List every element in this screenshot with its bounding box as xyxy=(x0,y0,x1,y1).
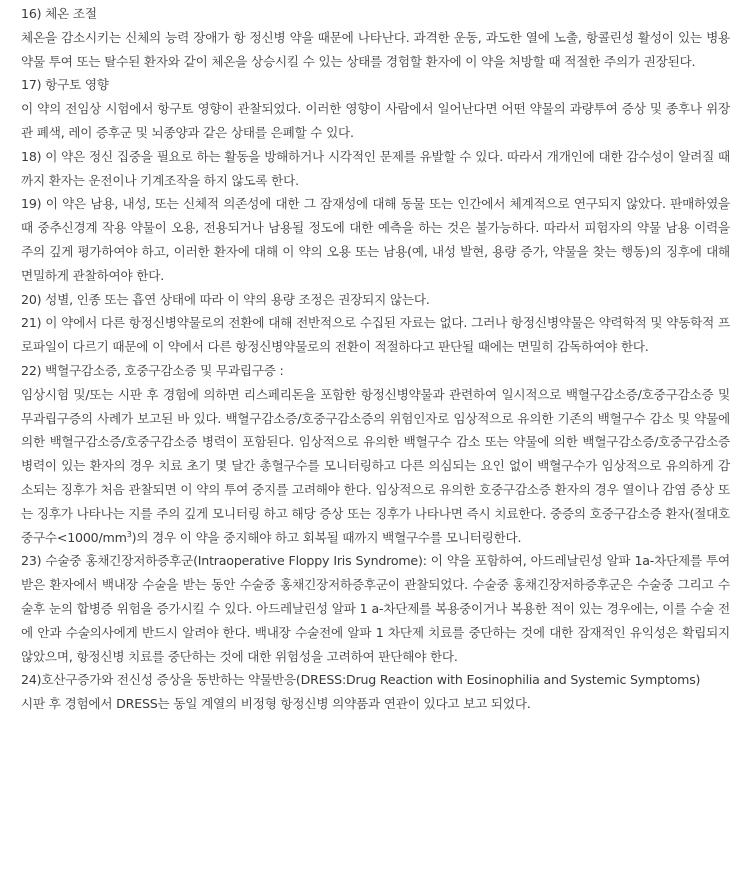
section-16-title: 16) 체온 조절 xyxy=(21,6,97,21)
section-19-body: 19) 이 약은 남용, 내성, 또는 신체적 의존성에 대한 그 잠재성에 대해 동물 또는 인간에서 체계적으로 연구되지 않았다. 판매하였을 때 중추신경계 작용 약물이 오용, 전용되거나 남용될 정도에 대한 예측을 하는 것은 불가능하다. 따라서 피험자의 약물 남용 이력을 주의 깊게 평가하여야 하고, 이러한 환자에 대해 이 약의 오용 또는 남용(예, 내성 발현, 용량 증가, 약물을 찾는 행동)의 징후에 대해 면밀하게 관찰하여야 한다. xyxy=(21,196,730,283)
section-22-body-superscript: 3 xyxy=(126,529,132,539)
section-22-body-end: )의 경우 이 약을 중지해야 하고 회복될 때까지 백혈구수를 모니터링한다. xyxy=(131,529,522,545)
section-16-body: 체온을 감소시키는 신체의 능력 장애가 항 정신병 약을 때문에 나타난다. 과격한 운동, 과도한 열에 노출, 항콜린성 활성이 있는 병용 약물 투여 또는 탈수된 환자와 같이 체온을 상승시킬 수 있는 상태를 경험할 환자에 이 약을 처방할 때 적절한 주의가 권장된다. xyxy=(21,29,730,69)
section-24-body: 시판 후 경험에서 DRESS는 동일 계열의 비정형 항정신병 의약품과 연관이 있다고 보고 되었다. xyxy=(21,696,531,712)
section-23-body: 23) 수술중 홍채긴장저하증후군(Intraoperative Floppy Iris Syndrome): 이 약을 포함하여, 아드레날린성 알파 1a-차단제를 투여받은 환자에서 백내장 수술을 받는 동안 수술중 홍채긴장저하증후군이 관찰되었다. 수술중 홍채긴장저하증후군은 수술중 그리고 수술후 눈의 합병증 위험을 증가시킬 수 있다. 아드레날린성 알파 1 a-차단제를 복용중이거나 복용한 적이 있는 경우에는, 이를 수술 전에 안과 수술의사에게 반드시 알려야 한다. 백내장 수술전에 알파 1 차단제 치료를 중단하는 것에 대한 잠재적인 유익성은 확립되지 않았으며, 항정신병 치료를 중단하는 것에 대한 위험성을 고려하여 판단해야 한다. xyxy=(21,553,730,664)
section-24-title: 24)호산구증가와 전신성 증상을 동반하는 약물반응(DRESS:Drug Reaction with Eosinophilia and Systemic Symptoms) xyxy=(21,672,701,688)
section-22-body xyxy=(21,383,730,550)
section-20-body: 20) 성별, 인종 또는 흡연 상태에 따라 이 약의 용량 조정은 권장되지 않는다. xyxy=(21,291,430,307)
section-21-body: 21) 이 약에서 다른 항정신병약물로의 전환에 대해 전반적으로 수집된 자료는 없다. 그러나 항정신병약물은 약력학적 및 약동학적 프로파일이 다르기 때문에 이 약에서 다른 항정신병약물로의 전환이 적절하다고 판단될 때에는 면밀히 감독하여야 한다. xyxy=(21,315,730,355)
section-22-title: 22) 백혈구감소증, 호중구감소증 및 무과립구증 : xyxy=(21,362,284,378)
section-22-body-main: 임상시험 및/또는 시판 후 경험에 의하면 리스페리돈을 포함한 항정신병약물과 관련하여 일시적으로 백혈구감소증/호중구감소증 및 무과립구증의 사례가 보고된 바 있다. 백혈구감소증/호중구감소증의 위험인자로 임상적으로 유의한 기존의 백혈구수 감소 및 약물에 의한 백혈구감소증/호중구감소증 병력이 포함된다. 임상적으로 유의한 백혈구수 감소 또는 약물에 의한 백혈구감소증/호중구감소증 병력이 있는 환자의 경우 치료 초기 몇 달간 총혈구수를 모니터링하고 다른 의심되는 요인 없이 백혈구수가 임상적으로 유의하게 감소되는 징후가 처음 관찰되면 이 약의 투여 중지를 고려해야 한다. 임상적으로 유의한 호중구감소증 환자의 경우 열이나 감염 증상 또는 징후가 나타나는 지를 주의 깊게 모니터링 하고 해당 증상 또는 징후가 나타나면 즉시 치료한다. 중증의 호중구감소증 환자(절대호중구수<1000/mm xyxy=(21,386,730,545)
section-18-body: 18) 이 약은 정신 집중을 필요로 하는 활동을 방해하거나 시각적인 문제를 유발할 수 있다. 따라서 개개인에 대한 감수성이 알려질 때까지 환자는 운전이나 기계조작을 하지 않도록 한다. xyxy=(21,148,730,188)
section-17-title: 17) 항구토 영향 xyxy=(21,77,109,93)
section-17-body: 이 약의 전임상 시험에서 항구토 영향이 관찰되었다. 이러한 영향이 사람에서 일어난다면 어떤 약물의 과량투여 증상 및 종후나 위장관 폐색, 레이 증후군 및 뇌종양과 같은 상태를 은폐할 수 있다. xyxy=(21,101,730,140)
